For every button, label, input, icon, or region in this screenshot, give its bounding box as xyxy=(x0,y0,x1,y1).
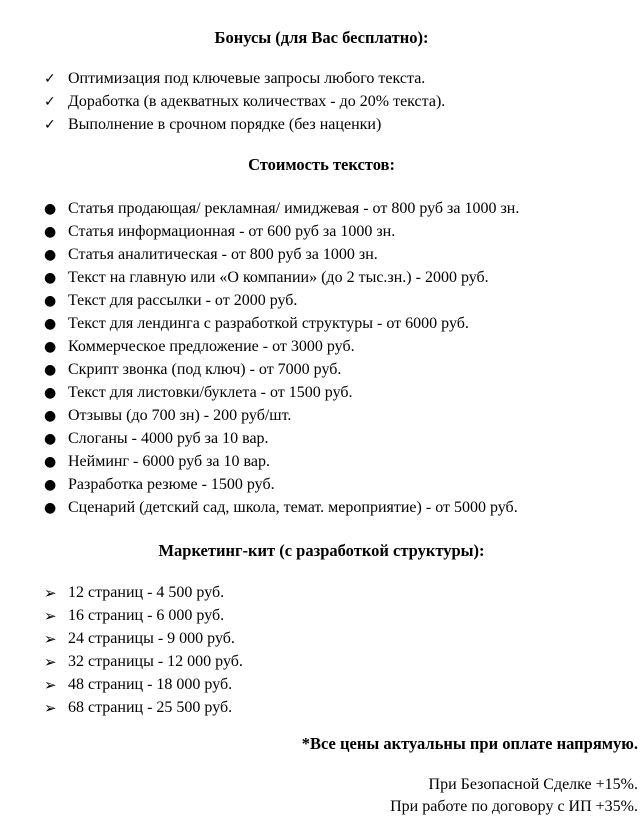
list-item-text: 32 страницы - 12 000 руб. xyxy=(68,653,243,670)
list-item-text: Коммерческое предложение - от 3000 руб. xyxy=(68,338,355,355)
list-item-text: Отзывы (до 700 зн) - 200 руб/шт. xyxy=(68,407,292,424)
list-item-text: Сценарий (детский сад, школа, темат. мероприятие) - от 5000 руб. xyxy=(68,499,518,516)
list-item-text: Нейминг - 6000 руб за 10 вар. xyxy=(68,453,270,470)
list-item-text: Доработка (в адекватных количествах - до 20% текста). xyxy=(68,93,446,110)
bullet-icon: ● xyxy=(44,293,57,309)
marketing-kit-heading: Маркетинг-кит (с разработкой структуры): xyxy=(158,541,485,560)
bullet-icon: ● xyxy=(44,201,57,217)
list-item-text: Скрипт звонка (под ключ) - от 7000 руб. xyxy=(68,361,342,378)
bullet-icon: ● xyxy=(44,362,57,378)
list-item-text: Текст для лендинга с разработкой структуры - от 6000 руб. xyxy=(68,315,469,332)
list-item-text: 24 страницы - 9 000 руб. xyxy=(68,630,235,647)
list-item-text: Оптимизация под ключевые запросы любого текста. xyxy=(68,70,426,87)
bullet-icon: ● xyxy=(44,500,57,516)
arrow-icon: ➢ xyxy=(44,630,57,648)
list-item-text: 16 страниц - 6 000 руб. xyxy=(68,607,225,624)
bullet-icon: ● xyxy=(44,454,57,470)
list-item-text: Слоганы - 4000 руб за 10 вар. xyxy=(68,430,269,447)
arrow-icon: ➢ xyxy=(44,584,57,602)
bullet-icon: ● xyxy=(44,477,57,493)
prices-note: *Все цены актуальны при оплате напрямую. xyxy=(301,734,638,753)
bullet-icon: ● xyxy=(44,316,57,332)
safe-deal-note: При Безопасной Сделке +15%. xyxy=(428,776,638,793)
bullet-icon: ● xyxy=(44,385,57,401)
list-item-text: 12 страниц - 4 500 руб. xyxy=(68,584,225,601)
arrow-icon: ➢ xyxy=(44,607,57,625)
contract-note: При работе по договору с ИП +35%. xyxy=(390,798,638,815)
list-item-text: Текст для листовки/буклета - от 1500 руб. xyxy=(68,384,353,401)
list-item-text: Текст на главную или «О компании» (до 2 тыс.зн.) - 2000 руб. xyxy=(68,269,489,286)
list-item-text: Разработка резюме - 1500 руб. xyxy=(68,476,275,493)
bullet-icon: ● xyxy=(44,224,57,240)
arrow-icon: ➢ xyxy=(44,676,57,694)
check-icon: ✓ xyxy=(44,71,56,87)
list-item-text: Статья продающая/ рекламная/ имиджевая - от 800 руб за 1000 зн. xyxy=(68,200,520,217)
check-icon: ✓ xyxy=(44,117,56,133)
arrow-icon: ➢ xyxy=(44,653,57,671)
check-icon: ✓ xyxy=(44,94,56,110)
list-item-text: 48 страниц - 18 000 руб. xyxy=(68,676,233,693)
bullet-icon: ● xyxy=(44,247,57,263)
bonuses-heading: Бонусы (для Вас бесплатно): xyxy=(214,28,429,47)
bullet-icon: ● xyxy=(44,408,57,424)
list-item-text: Статья информационная - от 600 руб за 1000 зн. xyxy=(68,223,396,240)
bullet-icon: ● xyxy=(44,431,57,447)
list-item-text: Статья аналитическая - от 800 руб за 1000 зн. xyxy=(68,246,378,263)
pricing-heading: Стоимость текстов: xyxy=(248,155,395,174)
bullet-icon: ● xyxy=(44,339,57,355)
arrow-icon: ➢ xyxy=(44,699,57,717)
list-item-text: 68 страниц - 25 500 руб. xyxy=(68,699,233,716)
list-item-text: Выполнение в срочном порядке (без наценки) xyxy=(68,116,382,133)
list-item-text: Текст для рассылки - от 2000 руб. xyxy=(68,292,298,309)
bullet-icon: ● xyxy=(44,270,57,286)
